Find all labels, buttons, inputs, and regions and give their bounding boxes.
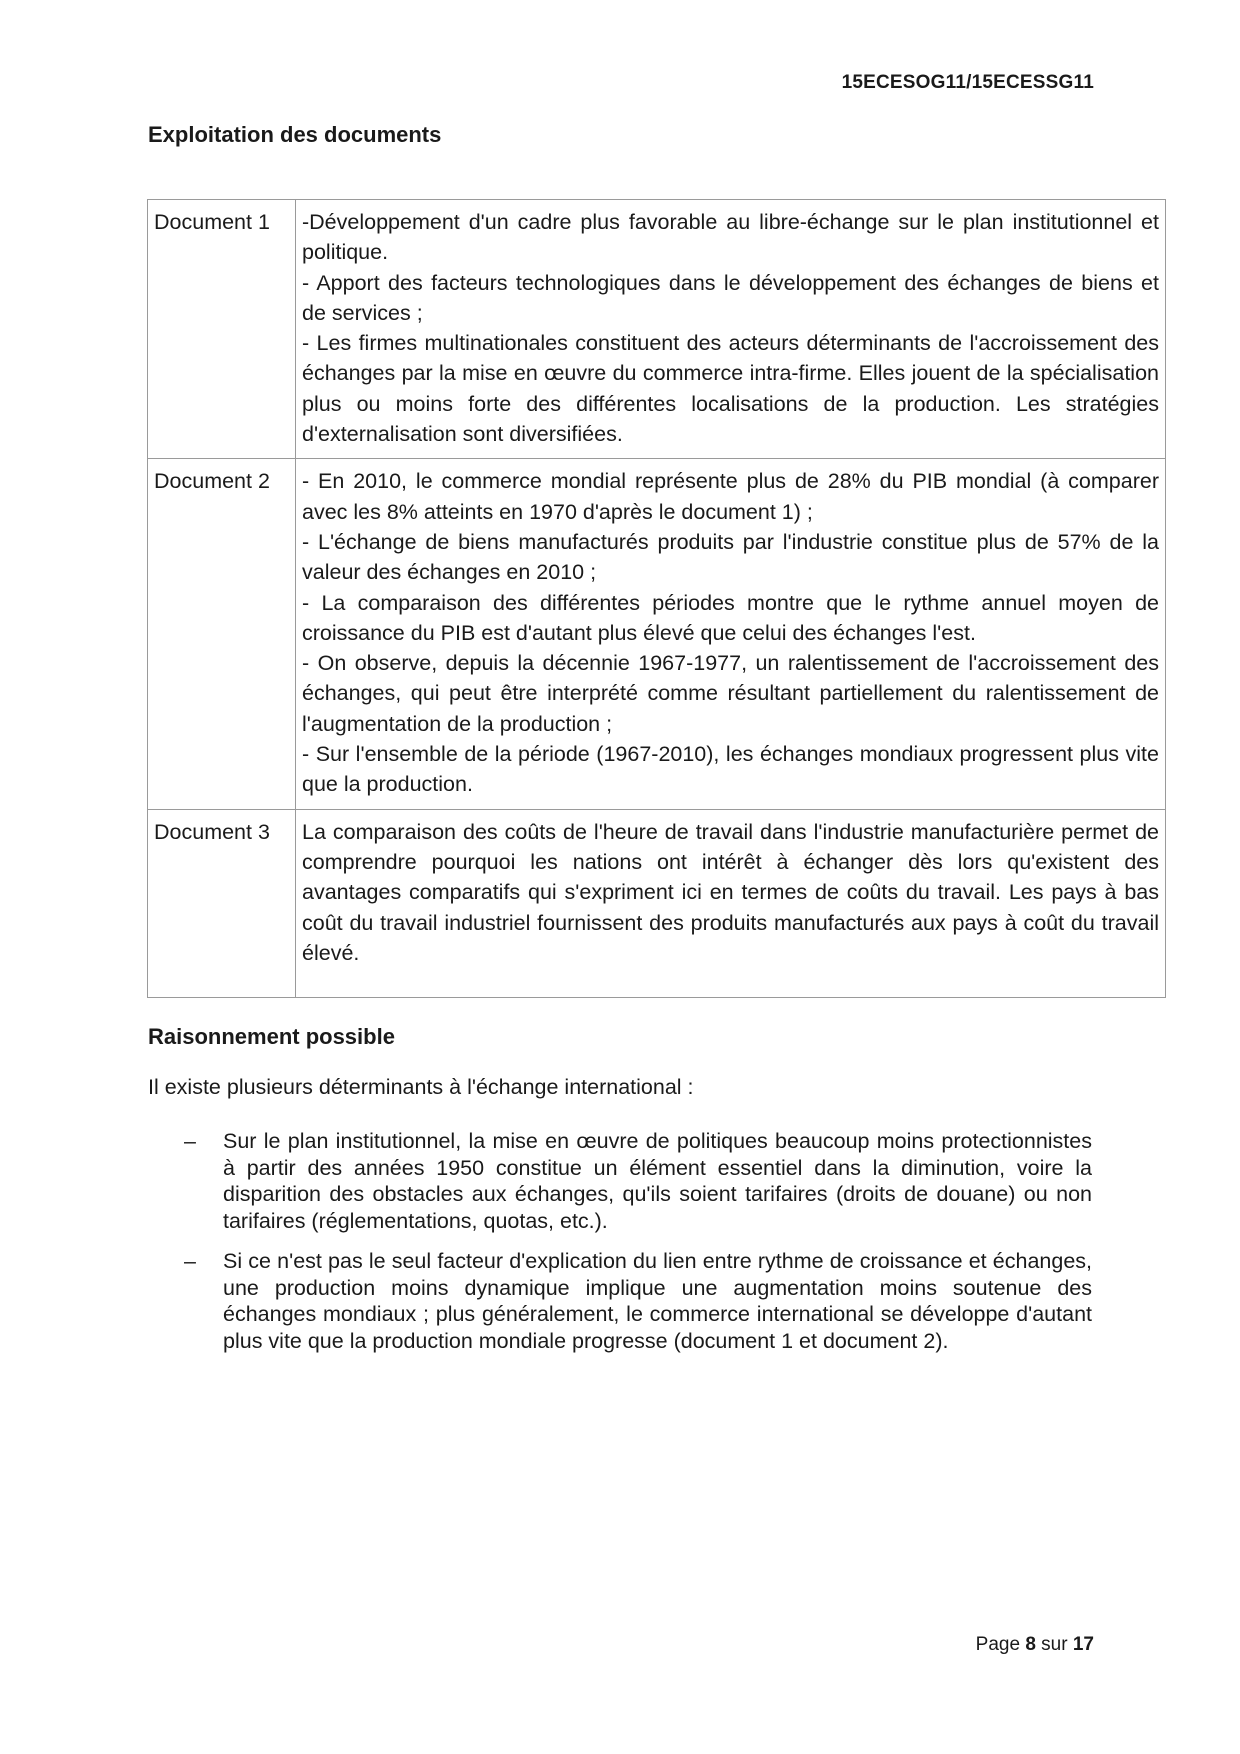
list-item-text: Si ce n'est pas le seul facteur d'explication du lien entre rythme de croissance et échanges, une production moins dynamique implique une augmentation moins soutenue des échanges mondiaux ; plus généralement, le commerce international se développe d'autant plus vite que la production mondiale progresse (document 1 et document 2). — [223, 1249, 1092, 1353]
page-total: 17 — [1072, 1634, 1094, 1655]
section-title-raisonnement: Raisonnement possible — [148, 1024, 395, 1049]
documents-table — [147, 199, 1166, 998]
table-row — [148, 200, 1166, 459]
content-line: - En 2010, le commerce mondial représente plus de 28% du PIB mondial (à comparer avec les 8% atteints en 1970 d'après le document 1) ; — [302, 469, 1159, 524]
row-content — [296, 459, 1166, 809]
list-item-text: Sur le plan institutionnel, la mise en œuvre de politiques beaucoup moins protectionnistes à partir des années 1950 constitue un élément essentiel dans la diminution, voire la disparition des obstacles aux échanges, qu'ils soient tarifaires (droits de douane) ou non tarifaires (réglementations, quotas, etc.). — [223, 1129, 1092, 1233]
row-content — [296, 200, 1166, 459]
row-label: Document 3 — [148, 809, 296, 997]
argument-list — [0, 1128, 1092, 1368]
page-separator: sur — [1041, 1634, 1068, 1655]
dash-bullet-icon: – — [184, 1249, 196, 1273]
content-line: -Développement d'un cadre plus favorable au libre-échange sur le plan institutionnel et politique. — [302, 210, 1159, 265]
document-code: 15ECESOG11/15ECESSG11 — [841, 72, 1094, 93]
page-current: 8 — [1025, 1634, 1036, 1655]
content-line: - Apport des facteurs technologiques dans le développement des échanges de biens et de services ; — [302, 270, 1159, 325]
table-row — [148, 459, 1166, 809]
intro-text: Il existe plusieurs déterminants à l'échange international : — [148, 1075, 694, 1099]
content-line: - On observe, depuis la décennie 1967-1977, un ralentissement de l'accroissement des échanges, qui peut être interprété comme résultant partiellement du ralentissement de l'augmentation de la production ; — [302, 651, 1159, 736]
content-line: La comparaison des coûts de l'heure de travail dans l'industrie manufacturière permet de comprendre pourquoi les nations ont intérêt à échanger dès lors qu'existent des avantages comparatifs qui s'expriment ici en termes de coûts du travail. Les pays à bas coût du travail industriel fournissent des produits manufacturés aux pays à coût du travail élevé. — [302, 819, 1159, 965]
dash-bullet-icon: – — [184, 1129, 196, 1153]
list-item — [184, 1128, 1092, 1234]
content-line: - Sur l'ensemble de la période (1967-2010), les échanges mondiaux progressent plus vite que la production. — [302, 742, 1159, 797]
table-row — [148, 809, 1166, 997]
row-content — [296, 809, 1166, 997]
content-line: - La comparaison des différentes périodes montre que le rythme annuel moyen de croissance du PIB est d'autant plus élevé que celui des échanges l'est. — [302, 590, 1159, 645]
section-title-exploitation: Exploitation des documents — [148, 122, 442, 147]
page-prefix: Page — [975, 1634, 1021, 1655]
row-label: Document 2 — [148, 459, 296, 809]
list-item — [184, 1248, 1092, 1354]
content-line: - Les firmes multinationales constituent des acteurs déterminants de l'accroissement des échanges par la mise en œuvre du commerce intra-firme. Elles jouent de la spécialisation plus ou moins forte des différentes localisations de la production. Les stratégies d'externalisation sont diversifiées. — [302, 331, 1159, 447]
page-number — [976, 1634, 1094, 1656]
content-line: - L'échange de biens manufacturés produits par l'industrie constitue plus de 57% de la valeur des échanges en 2010 ; — [302, 529, 1159, 585]
row-label: Document 1 — [148, 200, 296, 459]
